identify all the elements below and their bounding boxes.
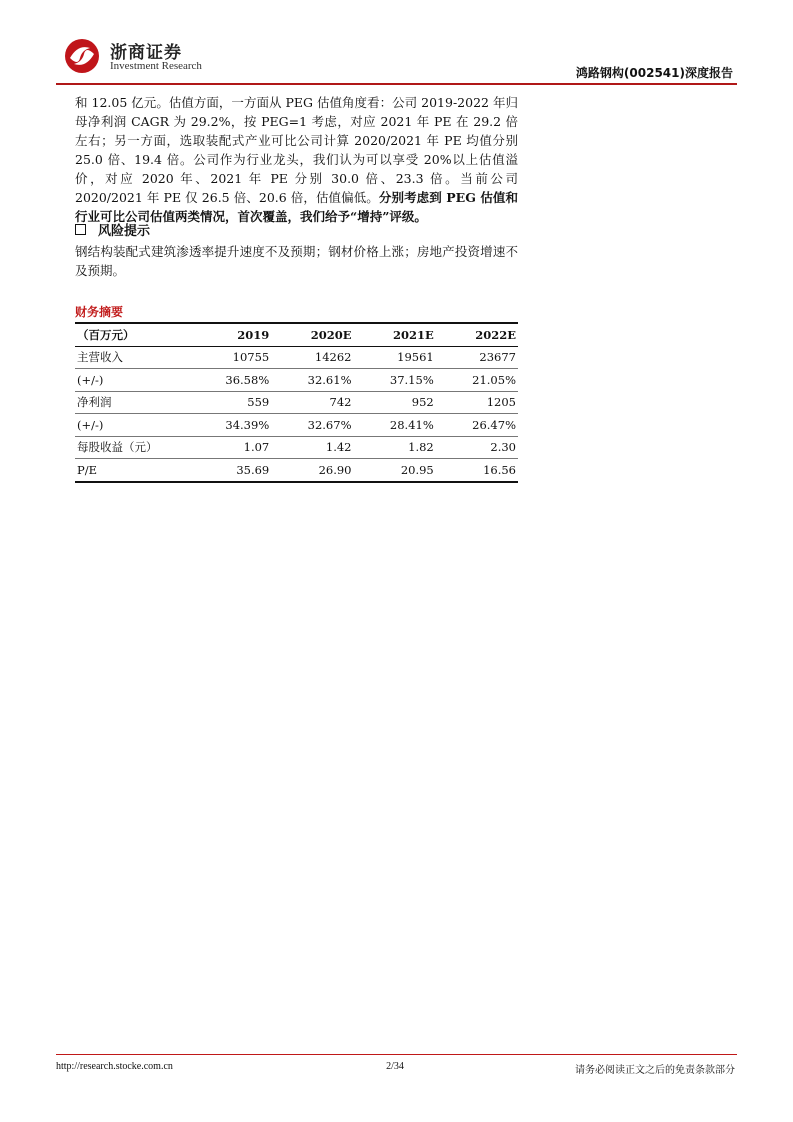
table-cell: 2.30 xyxy=(436,436,518,459)
table-cell: 28.41% xyxy=(354,414,436,437)
valuation-text: 和 12.05 亿元。估值方面，一方面从 PEG 估值角度看：公司 2019-2022 年归母净利润 CAGR 为 29.2%，按 PEG=1 考虑，对应 2021 年 PE 在 29.2 倍左右；另一方面，选取装配式产业可比公司计算 2020/2021 年 PE 均值分别 25.0 倍、19.4 倍。公司作为行业龙头，我们认为可以享受 20%以上估值溢价，对应 2020 年、2021 年 PE 分别 30.0 倍、23.3 倍。当前公司 2020/2021 年 PE 仅 26.5 倍、20.6 倍，估值偏低。 xyxy=(75,95,518,205)
footer-url-link[interactable]: http://research.stocke.com.cn xyxy=(56,1061,173,1072)
table-cell: 16.56 xyxy=(436,459,518,482)
table-cell: 20.95 xyxy=(354,459,436,482)
table-row xyxy=(75,391,518,414)
row-label: 净利润 xyxy=(75,391,189,414)
table-cell: 32.61% xyxy=(271,369,353,392)
table-cell: 35.69 xyxy=(189,459,271,482)
footer-divider xyxy=(56,1054,737,1055)
table-row xyxy=(75,414,518,437)
risk-paragraph: 钢结构装配式建筑渗透率提升速度不及预期；钢材价格上涨；房地产投资增速不及预期。 xyxy=(75,244,518,278)
valuation-paragraph xyxy=(75,93,518,226)
table-row xyxy=(75,436,518,459)
column-header: （百万元） xyxy=(75,323,189,346)
table-cell: 14262 xyxy=(271,346,353,369)
row-label: (+/-) xyxy=(75,414,189,437)
table-cell: 36.58% xyxy=(189,369,271,392)
table-header-row xyxy=(75,323,518,346)
table-cell: 1.07 xyxy=(189,436,271,459)
row-label: 主营收入 xyxy=(75,346,189,369)
table-cell: 1205 xyxy=(436,391,518,414)
row-label: P/E xyxy=(75,459,189,482)
row-label: 每股收益（元） xyxy=(75,436,189,459)
rating-text: 分别考虑到 PEG 估值和行业可比公司估值两类情况，首次覆盖，我们给予“增持”评级。 xyxy=(75,190,518,224)
table-cell: 37.15% xyxy=(354,369,436,392)
risk-heading-label: 风险提示 xyxy=(98,224,151,239)
table-row xyxy=(75,459,518,482)
table-cell: 1.42 xyxy=(271,436,353,459)
logo-company-cn: 浙商证券 xyxy=(110,43,182,63)
table-row xyxy=(75,369,518,392)
financial-summary-table xyxy=(75,322,518,483)
header-divider xyxy=(56,83,737,85)
table-cell: 1.82 xyxy=(354,436,436,459)
column-header: 2022E xyxy=(436,323,518,346)
company-logo xyxy=(60,36,240,76)
table-cell: 26.47% xyxy=(436,414,518,437)
table-cell: 19561 xyxy=(354,346,436,369)
table-cell: 23677 xyxy=(436,346,518,369)
table-row xyxy=(75,346,518,369)
logo-company-en: Investment Research xyxy=(110,60,202,72)
report-title: 鸿路钢构(002541)深度报告 xyxy=(575,66,733,80)
column-header: 2019 xyxy=(189,323,271,346)
risk-heading xyxy=(75,220,150,239)
table-cell: 32.67% xyxy=(271,414,353,437)
page-number: 2/34 xyxy=(386,1061,404,1072)
table-cell: 952 xyxy=(354,391,436,414)
column-header: 2020E xyxy=(271,323,353,346)
table-cell: 26.90 xyxy=(271,459,353,482)
table-cell: 21.05% xyxy=(436,369,518,392)
table-cell: 559 xyxy=(189,391,271,414)
row-label: (+/-) xyxy=(75,369,189,392)
checkbox-bullet-icon xyxy=(75,224,86,235)
table-title: 财务摘要 xyxy=(75,305,124,319)
footer-disclaimer: 请务必阅读正文之后的免责条款部分 xyxy=(575,1065,735,1076)
logo-mark-icon xyxy=(60,36,104,76)
table-cell: 10755 xyxy=(189,346,271,369)
table-cell: 742 xyxy=(271,391,353,414)
table-cell: 34.39% xyxy=(189,414,271,437)
column-header: 2021E xyxy=(354,323,436,346)
